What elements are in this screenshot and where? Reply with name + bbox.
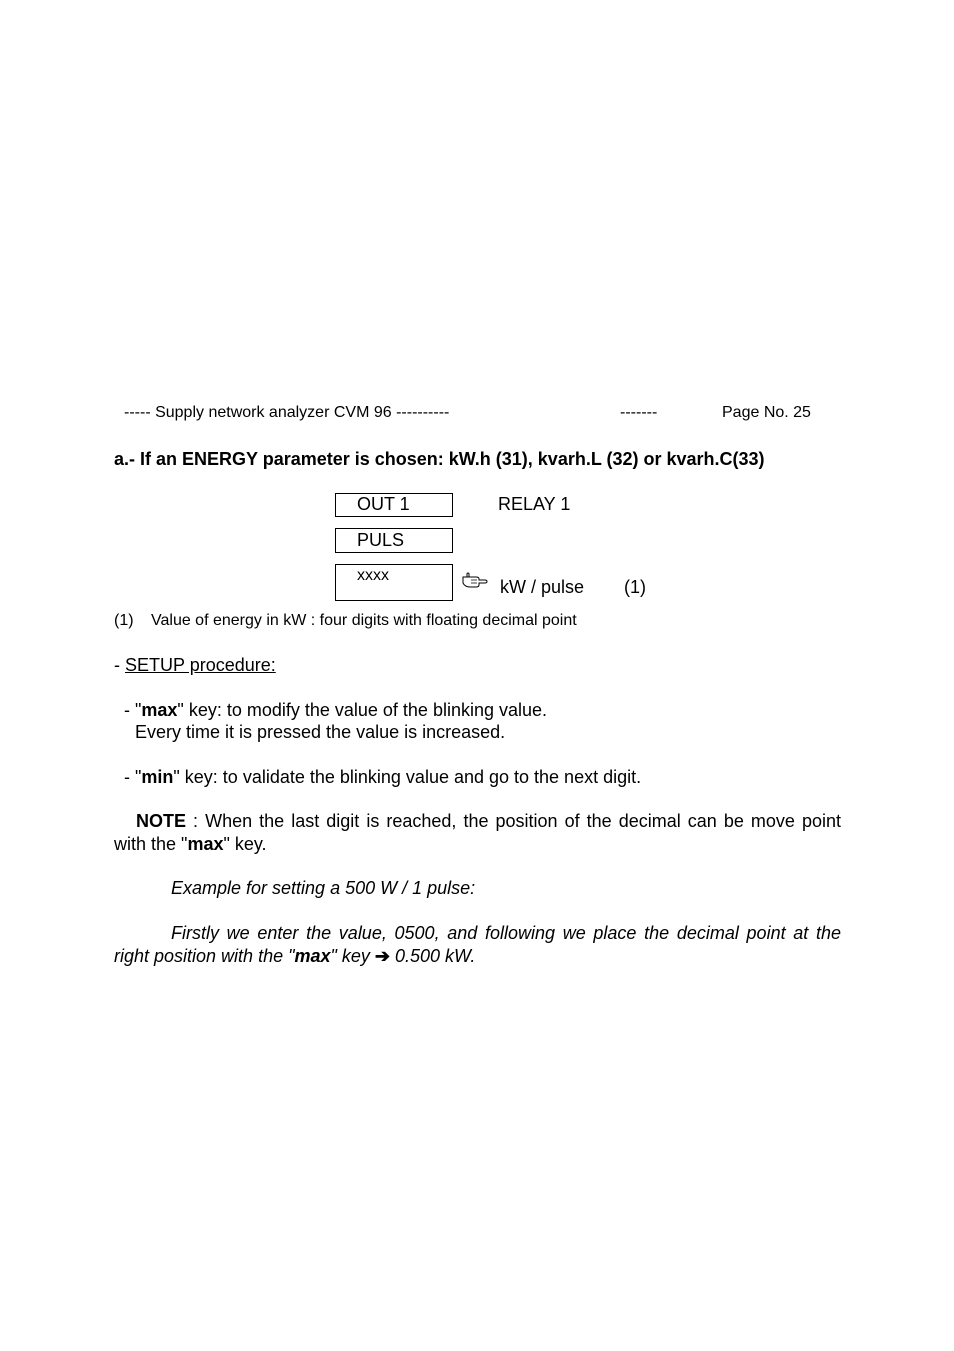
running-header: ----- Supply network analyzer CVM 96 ---------- — [124, 404, 450, 421]
min-key-item: - "min" key: to validate the blinking value and go to the next digit. — [124, 767, 642, 787]
display-box-out1 — [335, 493, 453, 517]
unit-footnote-ref: (1) — [624, 577, 646, 597]
header-dashes: ------- — [620, 404, 658, 421]
setup-heading: - SETUP procedure: — [114, 655, 276, 675]
example-title: Example for setting a 500 W / 1 pulse: — [171, 878, 476, 898]
pointing-hand-icon — [462, 572, 488, 588]
display-box-value-text: xxxx — [357, 567, 389, 584]
setup-title: SETUP procedure: — [125, 655, 276, 675]
example-paragraph: Firstly we enter the value, 0500, and following we place the decimal point at the right position with the "max" key ➔ 0.500 kW. — [114, 923, 841, 966]
note-label: NOTE — [136, 811, 187, 831]
footnote-number: (1) — [114, 612, 134, 629]
unit-label: kW / pulse — [500, 577, 585, 597]
page-number: Page No. 25 — [722, 404, 811, 421]
relay-label: RELAY 1 — [498, 494, 571, 514]
display-box-out1-text: OUT 1 — [357, 494, 410, 514]
note-paragraph: NOTE : When the last digit is reached, the position of the decimal can be move point with the "max" key. — [114, 811, 841, 854]
max-key-item-line2: Every time it is pressed the value is increased. — [135, 722, 506, 742]
max-key-name: max — [141, 700, 178, 720]
display-box-puls-text: PULS — [357, 530, 405, 550]
section-title: a.- If an ENERGY parameter is chosen: kW.h (31), kvarh.L (32) or kvarh.C(33) — [114, 449, 765, 469]
min-key-name: min — [141, 767, 174, 787]
footnote-text: Value of energy in kW : four digits with floating decimal point — [151, 612, 577, 629]
max-key-item: - "max" key: to modify the value of the blinking value. — [124, 700, 548, 720]
display-box-value — [335, 564, 453, 601]
display-box-puls — [335, 528, 453, 553]
right-arrow-icon: ➔ — [374, 946, 391, 966]
